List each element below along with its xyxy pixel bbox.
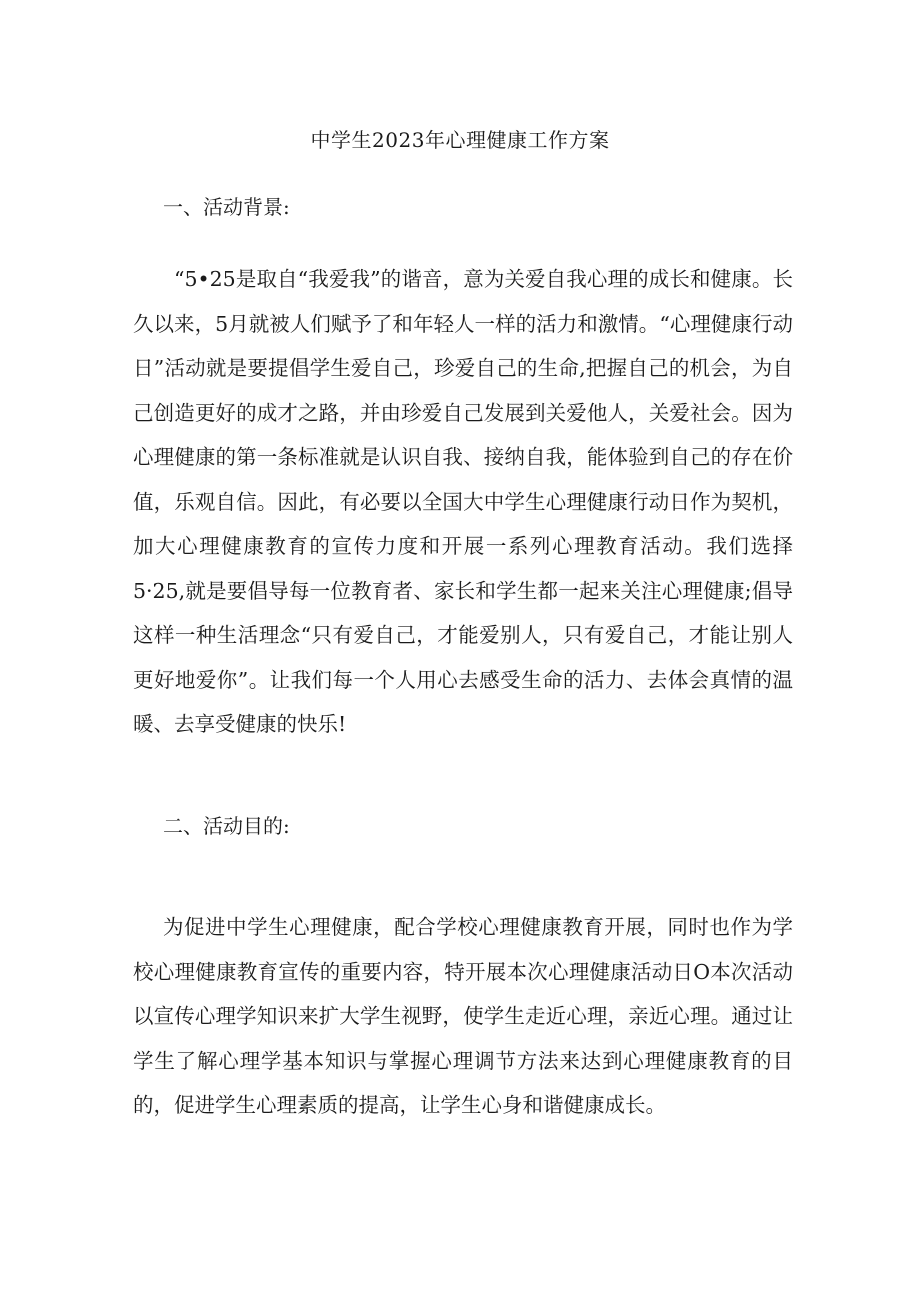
section-paragraph-background: “5•25是取自“我爱我”的谐音，意为关爱自我心理的成长和健康。长久以来，5月就被人们赋予了和年轻人一样的活力和激情。“心理健康行动日”活动就是要提倡学生爱自己，珍爱自己的生命,把握自己的机会，为自己创造更好的成才之路，并由珍爱自己发展到关爱他人，关爱社会。因为心理健康的第一条标准就是认识自我、接纳自我，能体验到自己的存在价值，乐观自信。因此，有必要以全国大中学生心理健康行动日作为契机，加大心理健康教育的宣传力度和开展一系列心理教育活动。我们选择5·25,就是要倡导每一位教育者、家长和学生都一起来关注心理健康;倡导这样一种生活理念“只有爱自己，才能爱别人，只有爱自己，才能让别人更好地爱你”。让我们每一个人用心去感受生命的活力、去体会真情的温暖、去享受健康的快乐! [133, 267, 793, 736]
section-heading-purpose: 二、活动目的: [163, 814, 290, 838]
section-paragraph-purpose: 为促进中学生心理健康，配合学校心理健康教育开展，同时也作为学校心理健康教育宣传的重要内容，特开展本次心理健康活动日O本次活动以宣传心理学知识来扩大学生视野，使学生走近心理，亲近心理。通过让学生了解心理学基本知识与掌握心理调节方法来达到心理健康教育的目的，促进学生心理素质的提高，让学生心身和谐健康成长。 [133, 915, 793, 1117]
section-heading-background: 一、活动背景: [163, 195, 290, 219]
document-title: 中学生2023年心理健康工作方案 [310, 128, 610, 152]
